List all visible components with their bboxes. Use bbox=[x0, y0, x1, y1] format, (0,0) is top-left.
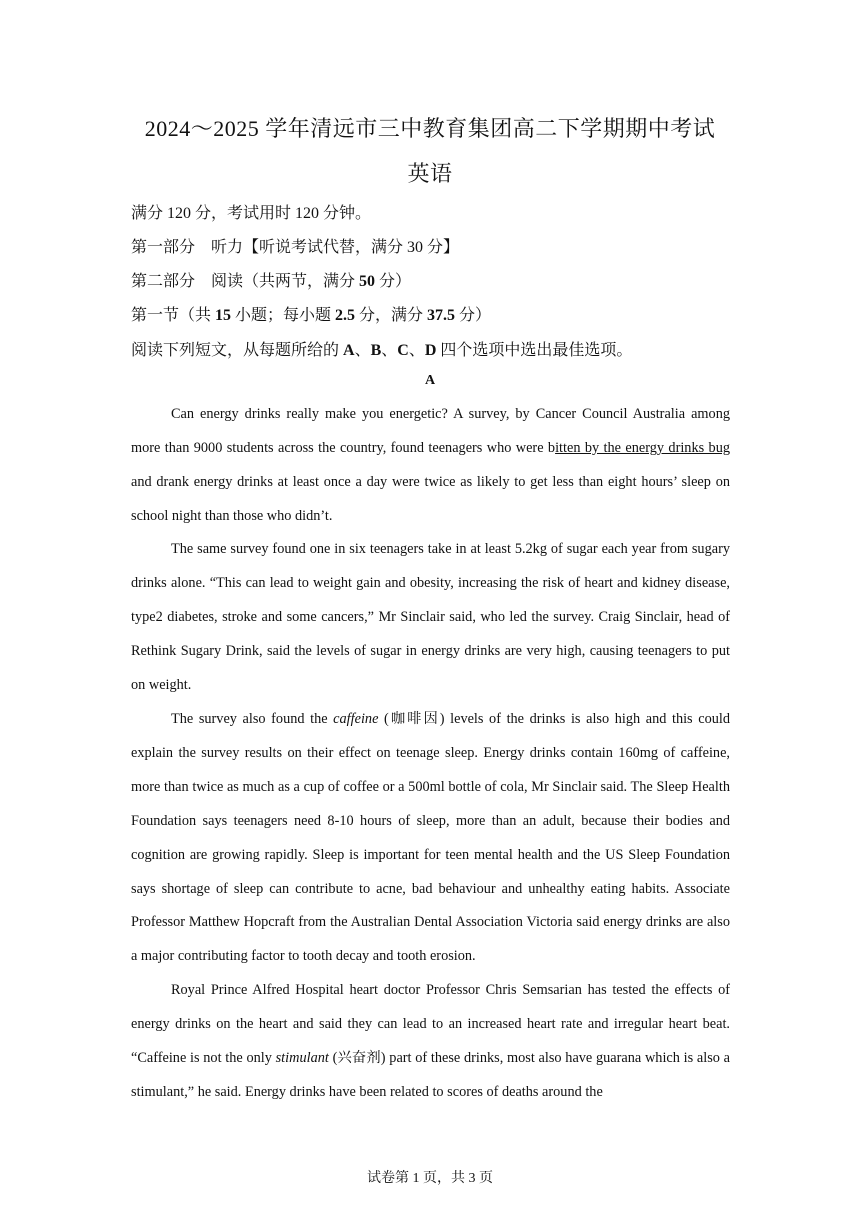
page-footer: 试卷第 1 页，共 3 页 bbox=[367, 1171, 493, 1186]
passage-paragraph-2: The same survey found one in six teenagers take in at least 5.2kg of sugar each year from sugary drinks alone. “This can lead to weight gain and obesity, increasing the risk of heart and kidney disease, type2 diabetes, stroke and some cancers,” Mr Sinclair said, who led the survey. Craig Sinclair, head of Rethink Sugary Drink, said the levels of sugar in energy drinks are very high, causing teenagers to put on weight. bbox=[131, 541, 730, 693]
subject-title: 英语 bbox=[407, 161, 453, 186]
score-time-line: 满分 120 分，考试用时 120 分钟。 bbox=[131, 205, 372, 222]
passage-paragraph-4: Royal Prince Alfred Hospital heart doctor Professor Chris Semsarian has tested the effects of energy drinks on the heart and said they can lead to an increased heart rate and irregular heart beat. “Caffeine is not the only stimulant (兴奋剂) part of these drinks, most also have guarana which is also a stimulant,” he said. Energy drinks have been related to scores of deaths around the bbox=[131, 982, 730, 1100]
part2-line: 第二部分 阅读（共两节，满分 50 分） bbox=[131, 273, 412, 290]
section1-line: 第一节（共 15 小题；每小题 2.5 分，满分 37.5 分） bbox=[131, 307, 492, 324]
underlined-phrase: itten by the energy drinks bug bbox=[555, 439, 731, 456]
part1-line: 第一部分 听力【听说考试代替，满分 30 分】 bbox=[131, 239, 460, 256]
passage-paragraph-1: Can energy drinks really make you energetic? A survey, by Cancer Council Australia among more than 9000 students across the country, found teenagers who were bitten by the energy drinks bug and drank energy drinks at least once a day were twice as likely to get less than eight hours’ sleep on school night than those who didn’t. bbox=[131, 406, 731, 524]
exam-title: 2024～2025 学年清远市三中教育集团高二下学期期中考试 bbox=[144, 116, 716, 141]
passage-label: A bbox=[424, 373, 436, 388]
directive-line: 阅读下列短文，从每题所给的 A、B、C、D 四个选项中选出最佳选项。 bbox=[131, 342, 633, 359]
passage-paragraph-3: The survey also found the caffeine (咖啡因) levels of the drinks is also high and this could explain the survey results on their effect on teenage sleep. Energy drinks contain 160mg of caffeine, more than twice as much as a cup of coffee or a 500ml bottle of cola, Mr Sinclair said. The Sleep Health Foundation says teenagers need 8-10 hours of sleep, more than an adult, because their bodies and cognition are growing rapidly. Sleep is important for teen mental health and the US Sleep Foundation says shortage of sleep can contribute to acne, bad behaviour and unhealthy eating habits. Associate Professor Matthew Hopcraft from the Australian Dental Association Victoria said energy drinks are also a major contributing factor to tooth decay and tooth erosion. bbox=[131, 711, 730, 965]
